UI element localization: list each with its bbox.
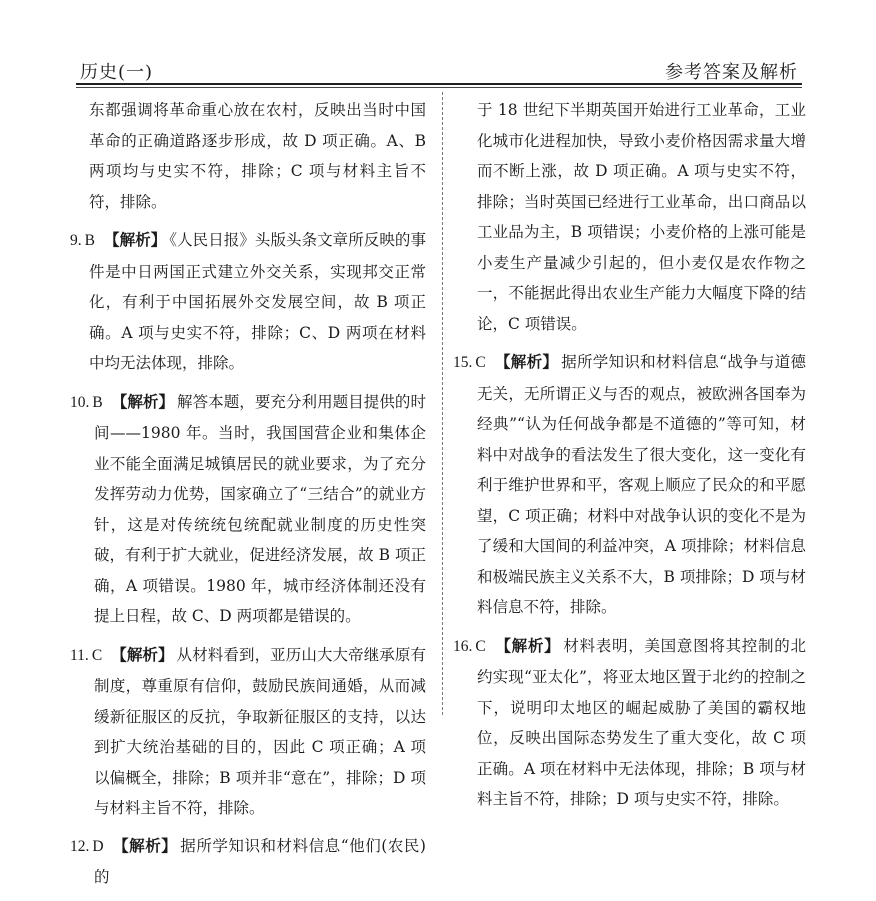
answer-text: 据所学知识和材料信息“他们(农民)的 [94, 836, 426, 886]
answer-text: 于 18 世纪下半期英国开始进行工业革命，工业化城市化进程加快，导致小麦价格因需求量大增而不断上涨，故 D 项正确。A 项与史实不符，排除；当时英国已经进行工业革命，出口商品以工业品为主，B 项错误；小麦价格的上涨可能是小麦生产量减少引起的，但小麦仅是农作物之一，不能据此得出农业生产能力大幅度下降的结论，C 项错误。 [477, 101, 806, 333]
question-number: 12. [70, 837, 90, 855]
answer-item-8-continued [70, 95, 426, 217]
answer-item-15 [453, 347, 806, 623]
analysis-tag: 【解析】 [494, 352, 559, 371]
answer-text: 解答本题，要充分利用题目提供的时间——1980 年。当时，我国国营企业和集体企业不能全面满足城镇居民的就业要求，为了充分发挥劳动力优势，国家确立了“三结合”的就业方针，这是对传统统包统配就业制度的历史性突破，有利于扩大就业，促进经济发展，故 B 项正确，A 项错误。1980 年，城市经济体制还没有提上日程，故 C、D 两项都是错误的。 [94, 392, 426, 625]
answer-text: 据所学知识和材料信息“战争与道德无关，无所谓正义与否的观点，被欧洲各国奉为经典”“认为任何战争都是不道德的”等可知，材料中对战争的看法发生了很大变化，这一变化有利于维护世界和平，客观上顺应了民众的和平愿望，C 项正确；材料中对战争认识的变化不是为了缓和大国间的利益冲突，A 项排除；材料信息和极端民族主义关系不大，B 项排除；D 项与材料信息不符，排除。 [477, 353, 806, 616]
answer-item-12 [70, 831, 426, 893]
answer-letter: B [92, 393, 103, 411]
question-number: 16. [453, 637, 473, 655]
answer-item-11 [70, 640, 426, 824]
analysis-tag: 【解析】 [111, 644, 174, 664]
answer-item-9 [70, 225, 426, 379]
question-number: 9. [70, 232, 82, 249]
header-rule-thick [76, 83, 802, 85]
question-number: 11. [70, 646, 89, 664]
answer-item-14-continued [453, 95, 806, 339]
analysis-tag: 【解析】 [494, 635, 561, 655]
column-divider [442, 92, 443, 715]
answer-item-10 [70, 387, 426, 632]
answer-letter: B [84, 232, 95, 249]
answer-item-16 [453, 631, 806, 815]
answer-letter: D [92, 837, 104, 855]
analysis-tag: 【解析】 [111, 391, 175, 411]
header-rule-thin [76, 87, 802, 88]
answer-letter: C [91, 646, 103, 664]
left-column [70, 95, 426, 901]
answer-text: 《人民日报》头版头条文章所反映的事件是中日两国正式建立外交关系，实现邦交正常化，有利于中国拓展外交发展空间，故 B 项正确。A 项与史实不符，排除；C、D 两项在材料中均无法体现，排除。 [89, 231, 426, 372]
answer-text: 从材料看到，亚历山大大帝继承原有制度，尊重原有信仰，鼓励民族间通婚，从而减缓新征服区的反抗，争取新征服区的支持，以达到扩大统治基础的目的，因此 C 项正确；A 项以偏概全，排除；B 项并非“意在”，排除；D 项与材料主旨不符，排除。 [94, 645, 426, 817]
question-number: 10. [70, 393, 90, 411]
answer-text: 材料表明，美国意图将其控制的北约实现“亚太化”，将亚太地区置于北约的控制之下，说明印太地区的崛起威胁了美国的霸权地位，反映出国际态势发生了重大变化，故 C 项正确。A 项在材料中无法体现，排除；B 项与材料主旨不符，排除；D 项与史实不符，排除。 [477, 636, 806, 808]
section-title: 参考答案及解析 [665, 62, 798, 83]
analysis-tag: 【解析】 [112, 835, 178, 855]
analysis-tag: 【解析】 [103, 230, 167, 249]
subject-title: 历史(一) [80, 62, 154, 83]
right-column [453, 95, 806, 823]
answer-letter: C [475, 354, 486, 371]
question-number: 15. [453, 354, 473, 371]
answer-letter: C [475, 637, 486, 655]
answer-text: 东都强调将革命重心放在农村，反映出当时中国革命的正确道路逐步形成，故 D 项正确。A、B 两项均与史实不符，排除；C 项与材料主旨不符，排除。 [89, 101, 426, 211]
